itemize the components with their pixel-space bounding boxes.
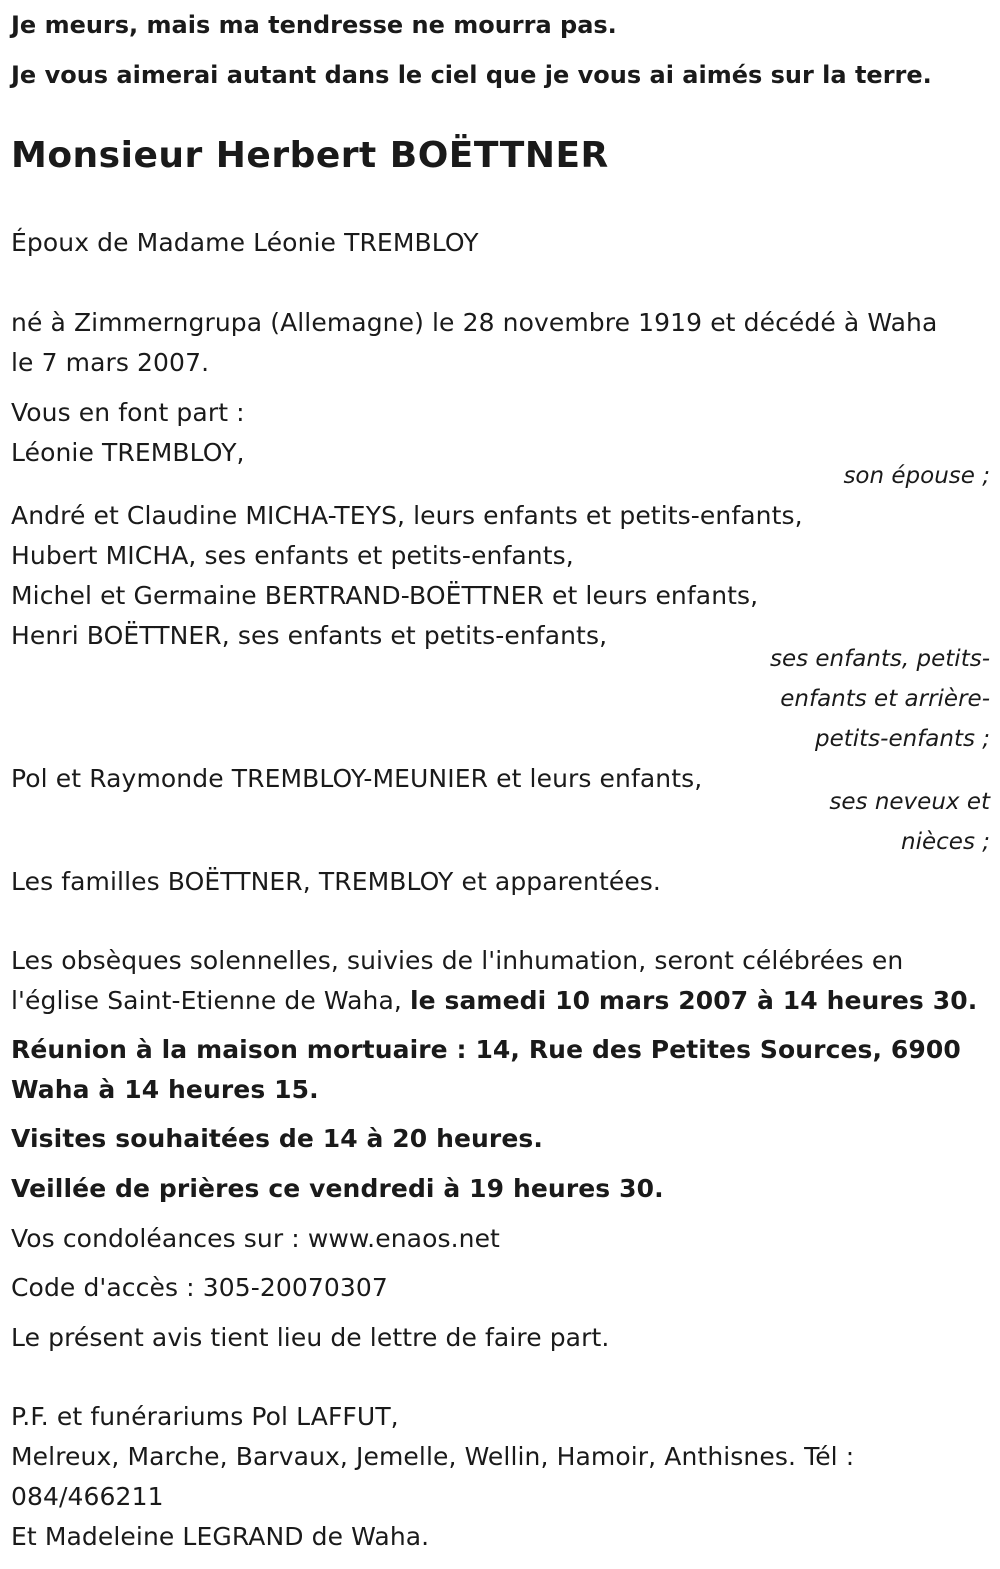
notice-line: Le présent avis tient lieu de lettre de faire part.	[11, 1323, 610, 1352]
nephews-role: nièces ;	[901, 829, 990, 855]
epigraph-line-1: Je meurs, mais ma tendresse ne mourra pas.	[11, 11, 617, 39]
nephews-role: ses neveux et	[829, 789, 990, 815]
visits-line: Visites souhaitées de 14 à 20 heures.	[11, 1124, 543, 1153]
spouse-name: Léonie TREMBLOY,	[11, 438, 245, 467]
ceremony-date: le samedi 10 mars 2007 à 14 heures 30.	[409, 986, 978, 1015]
vigil-line: Veillée de prières ce vendredi à 19 heures 30.	[11, 1174, 664, 1203]
child-line: André et Claudine MICHA-TEYS, leurs enfants et petits-enfants,	[11, 501, 803, 530]
child-line: Henri BOËTTNER, ses enfants et petits-enfants,	[11, 621, 608, 650]
announcement-intro: Vous en font part :	[11, 398, 245, 427]
deceased-name: Monsieur Herbert BOËTTNER	[11, 135, 609, 176]
children-role: ses enfants, petits-	[769, 646, 990, 672]
meeting-line-1: Réunion à la maison mortuaire : 14, Rue des Petites Sources, 6900	[11, 1035, 961, 1064]
spouse-line: Époux de Madame Léonie TREMBLOY	[11, 228, 479, 257]
access-code-line: Code d'accès : 305-20070307	[11, 1273, 388, 1302]
funeral-home-line-4: Et Madeleine LEGRAND de Waha.	[11, 1522, 430, 1551]
birth-death-line-2: le 7 mars 2007.	[11, 348, 210, 377]
condolences-line: Vos condoléances sur : www.enaos.net	[11, 1224, 500, 1253]
epigraph-line-2: Je vous aimerai autant dans le ciel que je vous ai aimés sur la terre.	[11, 61, 932, 89]
child-line: Hubert MICHA, ses enfants et petits-enfants,	[11, 541, 574, 570]
families-line: Les familles BOËTTNER, TREMBLOY et apparentées.	[11, 867, 661, 896]
nephews-line: Pol et Raymonde TREMBLOY-MEUNIER et leurs enfants,	[11, 764, 703, 793]
birth-death-line-1: né à Zimmerngrupa (Allemagne) le 28 novembre 1919 et décédé à Waha	[11, 308, 938, 337]
spouse-role: son épouse ;	[843, 463, 990, 489]
funeral-home-phone: 084/466211	[11, 1482, 164, 1511]
child-line: Michel et Germaine BERTRAND-BOËTTNER et leurs enfants,	[11, 581, 759, 610]
meeting-line-2: Waha à 14 heures 15.	[11, 1075, 319, 1104]
funeral-home-line-2: Melreux, Marche, Barvaux, Jemelle, Wellin, Hamoir, Anthisnes. Tél :	[11, 1442, 855, 1471]
children-role: petits-enfants ;	[814, 726, 990, 752]
ceremony-place: l'église Saint-Etienne de Waha,	[11, 986, 410, 1015]
children-role: enfants et arrière-	[780, 686, 990, 712]
ceremony-line-2	[11, 986, 977, 1016]
ceremony-line-1: Les obsèques solennelles, suivies de l'inhumation, seront célébrées en	[11, 946, 904, 975]
funeral-home-line-1: P.F. et funérariums Pol LAFFUT,	[11, 1402, 399, 1431]
